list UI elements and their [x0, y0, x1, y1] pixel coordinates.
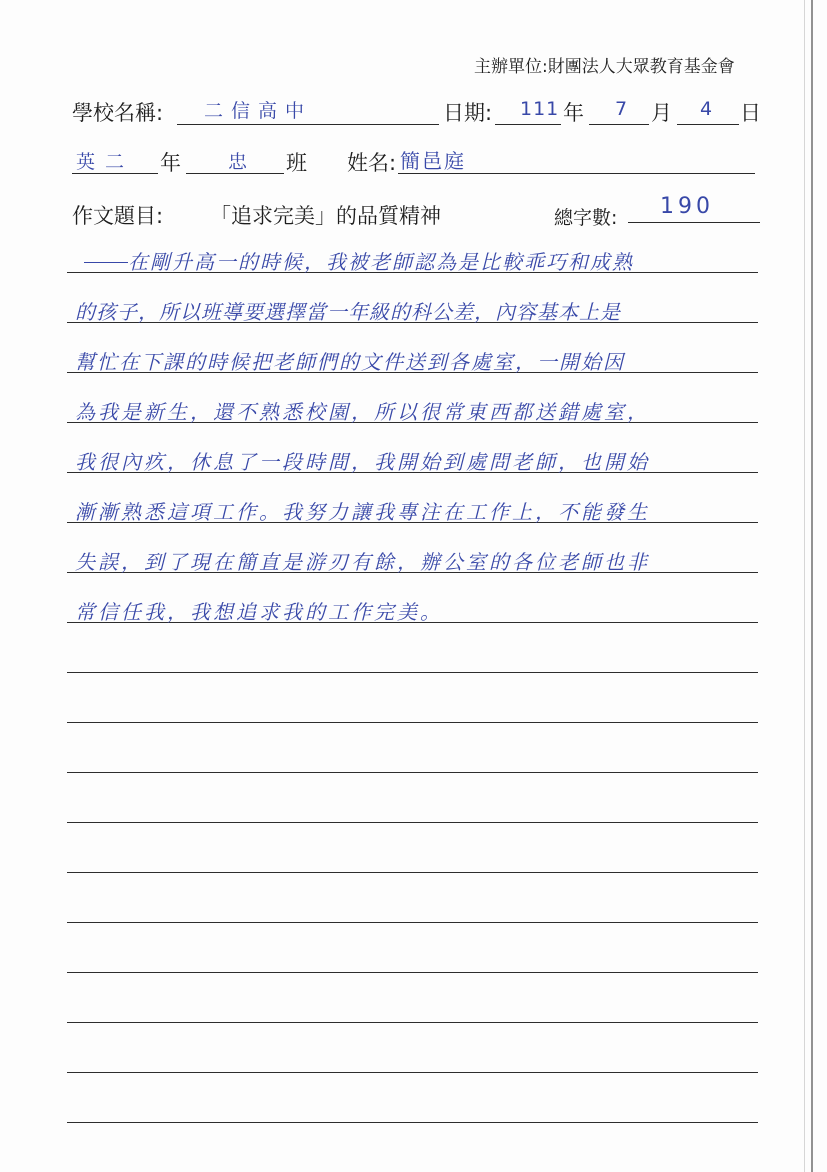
dept-value: 英二 [76, 151, 135, 173]
ruled-line [67, 1122, 758, 1123]
organizer-label: 主辦單位:財團法人大眾教育基金會 [474, 57, 735, 77]
ruled-line [67, 1022, 758, 1023]
day-unit: 日 [740, 101, 761, 125]
class-value: 忠 [228, 151, 249, 173]
essay-line-3: 幫忙在下課的時候把老師們的文件送到各處室，一開始因 [75, 350, 625, 374]
ruled-line [67, 922, 758, 923]
name-label: 姓名: [347, 151, 397, 175]
date-year-value: 111 [520, 98, 560, 120]
ruled-line [67, 822, 758, 823]
date-month-blank [589, 124, 649, 125]
class-unit: 班 [286, 151, 307, 175]
essay-line-6: 漸漸熟悉這項工作。我努力讓我專注在工作上，不能發生 [75, 500, 650, 524]
school-label: 學校名稱: [72, 101, 164, 125]
topic-label: 作文題目: [72, 204, 164, 228]
word-count-label: 總字數: [554, 207, 618, 229]
month-unit: 月 [651, 101, 672, 125]
date-year-blank [495, 124, 561, 125]
grade-unit: 年 [160, 151, 181, 175]
word-count-blank [628, 222, 760, 223]
word-count-value: 190 [660, 194, 714, 219]
ruled-line [67, 672, 758, 673]
date-day-value: 4 [700, 98, 714, 120]
ruled-line [67, 722, 758, 723]
essay-line-4: 為我是新生，還不熟悉校園，所以很常東西都送錯處室， [75, 400, 650, 424]
essay-line-5: 我很內疚，休息了一段時間，我開始到處問老師，也開始 [75, 450, 650, 474]
topic-value: 「追求完美」的品質精神 [210, 204, 441, 228]
date-label: 日期: [443, 101, 493, 125]
ruled-line [67, 872, 758, 873]
school-value: 二信高中 [204, 100, 313, 122]
indent-mark [84, 262, 128, 263]
school-blank [177, 124, 439, 125]
date-day-blank [677, 124, 739, 125]
ruled-line [67, 972, 758, 973]
ruled-line [67, 772, 758, 773]
ruled-line [67, 1072, 758, 1073]
scan-edge-shadow [804, 0, 805, 1172]
essay-line-2: 的孩子，所以班導要選擇當一年級的科公差，內容基本上是 [75, 300, 621, 324]
year-unit: 年 [563, 101, 584, 125]
essay-line-7: 失誤，到了現在簡直是游刃有餘，辦公室的各位老師也非 [75, 550, 650, 574]
name-value: 簡邑庭 [400, 149, 466, 173]
scan-edge [811, 0, 813, 1172]
essay-line-8: 常信任我，我想追求我的工作完美。 [75, 600, 443, 624]
date-month-value: 7 [615, 98, 629, 120]
essay-line-1: 在剛升高一的時候，我被老師認為是比較乖巧和成熟 [128, 250, 634, 274]
